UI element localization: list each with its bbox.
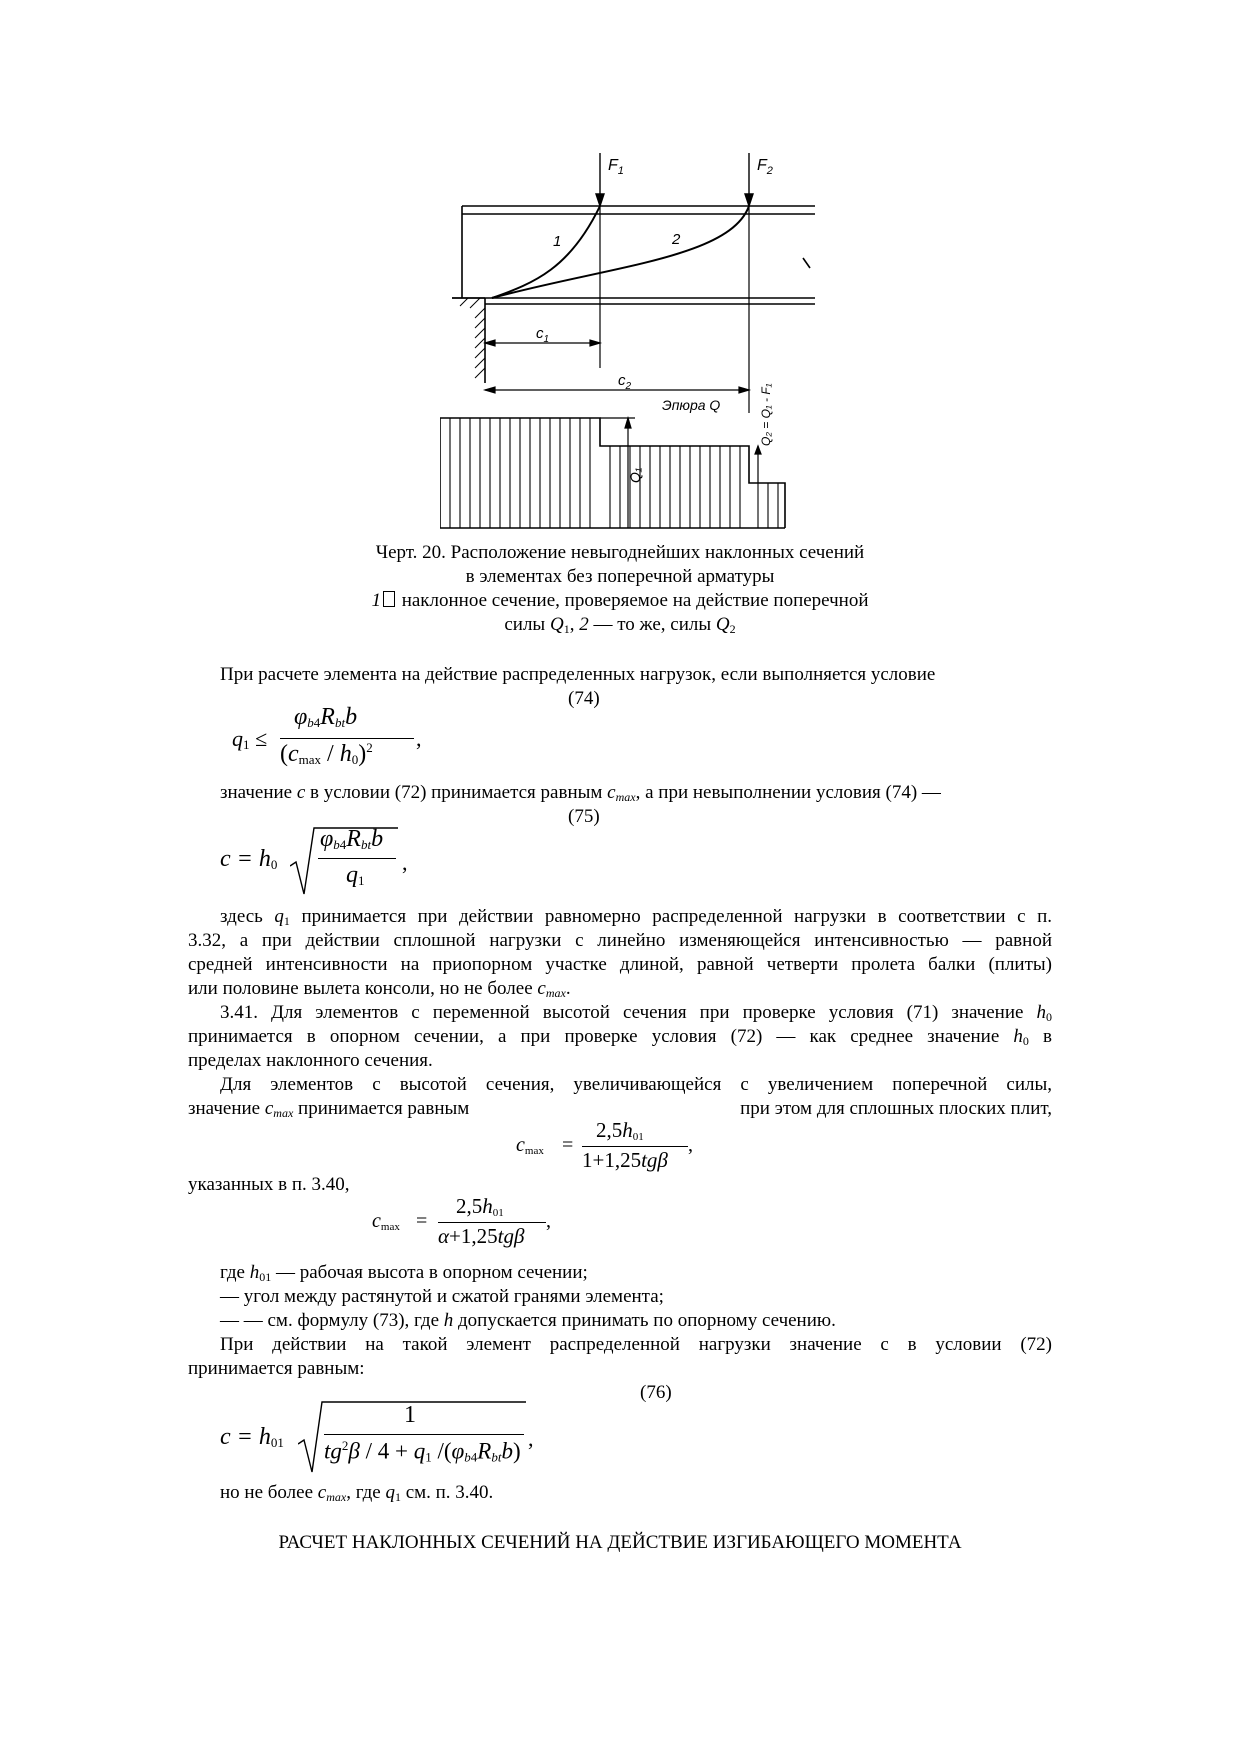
paragraph-11: но не более $c_{max}$, где $q_1$ см. п. 3.40. [220, 1482, 494, 1504]
shear-diagram-hatch [450, 418, 778, 528]
paragraph-8: — угол между растянутой и сжатой гранями элемента; [220, 1286, 664, 1307]
label-curve-1: 1 [553, 233, 562, 250]
section-curve-2 [492, 206, 749, 298]
formula-74: $q_1$ ≤ $\varphi_{b4}R_{bt}b$ $(c_{max} / h_0)^2$ , [232, 704, 422, 767]
caption-line-3: 1 наклонное сечение, проверяемое на действие поперечной [371, 590, 869, 611]
paragraph-3-line-2: 3.32, а при действии сплошной нагрузки с линейно изменяющейся интенсивностью — равной [188, 930, 1052, 951]
paragraph-5-line-2: значение $c_{max}$ принимается равным [188, 1098, 470, 1120]
formula-cmax-1: $c_{max}$ = $2,5h_{01}$ 1+1,25tgβ , [516, 1118, 693, 1172]
paragraph-3-line-3: средней интенсивности на приопорном участке длиной, равной четверти пролета балки (плиты) [188, 954, 1052, 975]
eq-74-number: (74) [568, 688, 600, 709]
paragraph-5-line-2-right: при этом для сплошных плоских плит, [740, 1098, 1052, 1119]
eq-76-number: (76) [640, 1382, 672, 1403]
eq-75-number: (75) [568, 806, 600, 827]
label-f1: $F_1$ [608, 157, 624, 177]
label-q1: Q₁ [627, 467, 643, 483]
paragraph-4-line-2: принимается в опорном сечении, а при проверке условия (72) — как среднее значение $h_0$ в [188, 1026, 1052, 1048]
beam-figure [440, 148, 820, 538]
caption-line-2: в элементах без поперечной арматуры [465, 566, 775, 587]
paragraph-2: значение c в условии (72) принимается равным $c_{max}$, а при невыполнении условия (74) — [220, 782, 941, 804]
label-q2: Q₂ = Q₁ - F₁ [759, 383, 773, 446]
paragraph-9: — — см. формулу (73), где h допускается принимать по опорному сечению. [220, 1310, 836, 1331]
shear-diagram-outline [440, 418, 785, 528]
label-epure: Эпюра Q [662, 397, 721, 413]
label-f2: $F_2$ [757, 157, 773, 177]
caption-line-4: силы $Q_1$, 2 — то же, силы $Q_2$ [504, 614, 736, 636]
paragraph-3-line-4: или половине вылета консоли, но не более $c_{max}$. [188, 978, 571, 1000]
paragraph-5-line-1: Для элементов с высотой сечения, увеличивающейся с увеличением поперечной силы, [220, 1074, 1052, 1095]
label-c2: $c_2$ [618, 372, 632, 392]
paragraph-10-line-2: принимается равным: [188, 1358, 365, 1379]
paragraph-10-line-1: При действии на такой элемент распределенной нагрузки значение с в условии (72) [220, 1334, 1052, 1355]
section-heading: РАСЧЕТ НАКЛОННЫХ СЕЧЕНИЙ НА ДЕЙСТВИЕ ИЗГИБАЮЩЕГО МОМЕНТА [278, 1532, 962, 1553]
caption-line-1: Черт. 20. Расположение невыгоднейших наклонных сечений [375, 542, 865, 563]
formula-76: $c = h_{01}$ 1 $tg^2\beta / 4 + q_1$ $/(\varphi_{b4}R_{bt}b)$ , [220, 1396, 550, 1476]
paragraph-4-line-1: 3.41. Для элементов с переменной высотой сечения при проверке условия (71) значение $h_0$ [220, 1002, 1052, 1024]
paragraph-4-line-3: пределах наклонного сечения. [188, 1050, 433, 1071]
paragraph-6: указанных в п. 3.40, [188, 1174, 350, 1195]
formula-75: $c = h_0$ $\varphi_{b4}R_{bt}b$ $q_1$ , [220, 822, 420, 898]
paragraph-3-line-1: здесь $q_1$ принимается при действии равномерно распределенной нагрузки в соответствии с п. [220, 906, 1052, 928]
label-curve-2: 2 [672, 231, 681, 248]
paragraph-7: где $h_{01}$ — рабочая высота в опорном сечении; [220, 1262, 588, 1284]
paragraph-1: При расчете элемента на действие распределенных нагрузок, если выполняется условие [220, 664, 936, 685]
formula-cmax-2: $c_{max}$ = $2,5h_{01}$ α+1,25tgβ , [372, 1194, 551, 1248]
label-c1: $c_1$ [536, 325, 550, 345]
caption-missing-glyph [383, 591, 395, 607]
